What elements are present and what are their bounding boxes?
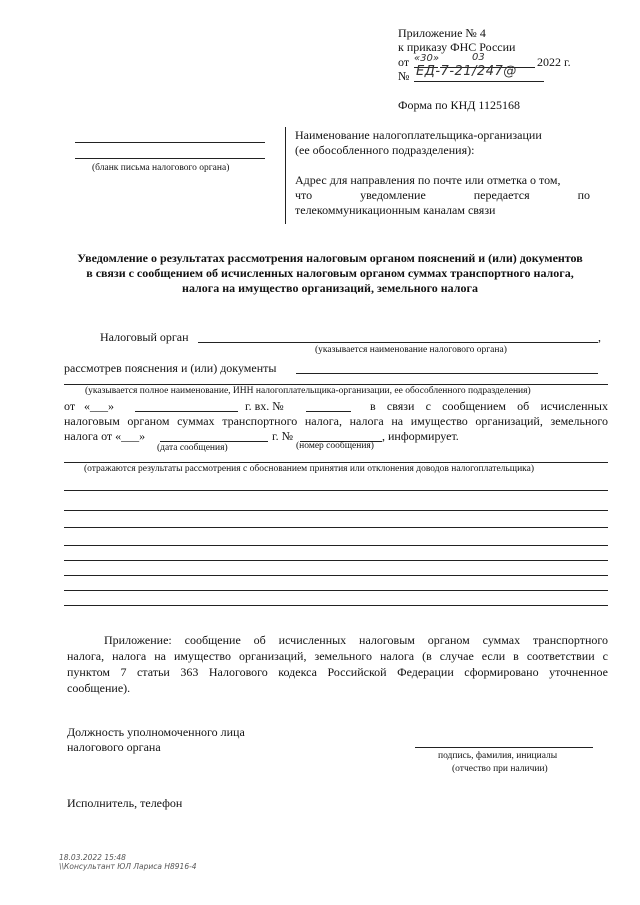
results-line-8[interactable] (64, 590, 608, 591)
from-label: от (64, 399, 76, 413)
appendix-line-3: пунктом 7 статьи 363 Налогового кодекса Российской Федерации сформировано уточненное (67, 665, 608, 679)
reviewed-field[interactable] (296, 373, 598, 374)
results-line-3[interactable] (64, 510, 608, 511)
footer-timestamp: 18.03.2022 15:48 (59, 853, 126, 862)
address-line-3: телекоммуникационным каналам связи (295, 203, 496, 217)
results-line-5[interactable] (64, 545, 608, 546)
order-date-day: «30» (414, 53, 440, 64)
results-line-9[interactable] (64, 605, 608, 606)
tax-from-label: налога от «___» (64, 429, 146, 443)
order-date-prefix: от (398, 55, 410, 69)
results-line-6[interactable] (64, 560, 608, 561)
appendix-label: Приложение № 4 (398, 26, 486, 40)
order-label: к приказу ФНС России (398, 40, 516, 54)
reviewed-label: рассмотрев пояснения и (или) документы (64, 361, 277, 375)
results-line-7[interactable] (64, 575, 608, 576)
addressee-bracket (285, 127, 286, 224)
signature-hint-2: (отчество при наличии) (452, 764, 548, 774)
signature-field[interactable] (415, 747, 593, 748)
incoming-number-field[interactable] (306, 411, 351, 412)
form-code: Форма по КНД 1125168 (398, 98, 520, 112)
order-number-value: ЕД-7-21/247@ (416, 64, 517, 79)
message-date-field[interactable] (160, 441, 268, 442)
tax-authority-label: Налоговый орган (100, 330, 189, 344)
taxpayer-subdivision-label: (ее обособленного подразделения): (295, 143, 475, 157)
address-line-2: что уведомление передается по (295, 188, 590, 202)
number-underline (414, 81, 544, 82)
informs-text: , информирует. (382, 429, 459, 443)
taxpayer-name-label: Наименование налогоплательщика-организации (295, 128, 542, 142)
taxpayer-hint: (указывается полное наименование, ИНН налогоплательщика-организации, ее обособленного подразделения) (85, 386, 531, 396)
order-date-month: 03 (472, 52, 485, 63)
results-hint: (отражаются результаты рассмотрения с обоснованием принятия или отклонения доводов налогоплательщика) (84, 464, 535, 474)
from-quote: «___» (84, 399, 114, 413)
appendix-line-2: налога, налога на имущество организаций, земельного налога (в случае если в соответствии с (67, 649, 608, 663)
order-date-year: 2022 г. (537, 55, 571, 69)
letterhead-line-1 (75, 142, 265, 143)
results-line-2[interactable] (64, 490, 608, 491)
letterhead-line-2 (75, 158, 265, 159)
results-line-4[interactable] (64, 527, 608, 528)
appendix-line-4: сообщение). (67, 681, 131, 695)
official-position-label: Должность уполномоченного лица (67, 725, 245, 739)
message-number-label: г. № (272, 429, 294, 443)
tax-authority-hint: (указывается наименование налогового органа) (315, 345, 507, 355)
message-number-hint: (номер сообщения) (296, 441, 374, 451)
appendix-line-1: Приложение: сообщение об исчисленных налоговым органом суммах транспортного (104, 633, 608, 647)
order-number-prefix: № (398, 69, 410, 83)
incoming-number-label: г. вх. № (245, 399, 284, 413)
taxpayer-field[interactable] (64, 384, 608, 385)
signature-hint-1: подпись, фамилия, инициалы (438, 751, 558, 761)
official-authority-label: налогового органа (67, 740, 161, 754)
executor-label: Исполнитель, телефон (67, 796, 183, 810)
sums-text: налоговым органом суммах транспортного налога, налога на имущество организаций, земельного (64, 414, 608, 428)
document-title: Уведомление о результатах рассмотрения налоговым органом пояснений и (или) документов в связи с сообщением об исчисленных налоговым органом суммах транспортного налога, налога на имущество организаций, земельного налога (77, 251, 583, 295)
from-date-field[interactable] (135, 411, 238, 412)
results-line-1[interactable] (64, 462, 608, 463)
letterhead-caption: (бланк письма налогового органа) (92, 163, 230, 173)
in-connection-text: в связи с сообщением об исчисленных (370, 399, 608, 413)
message-date-hint: (дата сообщения) (157, 443, 228, 453)
footer-doc-ref: \\Консультант ЮЛ Лариса Н8916-4 (59, 862, 197, 871)
address-line-1: Адрес для направления по почте или отметка о том, (295, 173, 561, 187)
tax-authority-field[interactable] (198, 342, 598, 343)
